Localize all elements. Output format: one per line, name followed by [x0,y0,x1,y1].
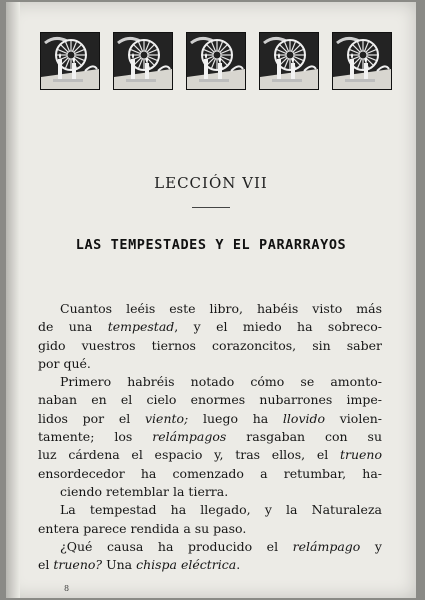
header-vignettes [40,32,390,92]
chapter-title: LAS TEMPESTADES Y EL PARARRAYOS [75,237,347,253]
text-line: luz cárdena el espacio y, tras ellos, el trueno [38,447,382,463]
text-line: lidos por el viento; luego ha llovido violen- [38,410,383,426]
lesson-heading: LECCIÓN VII [154,174,268,192]
body-text [38,300,382,574]
text-line: Cuantos leéis este libro, habéis visto más [60,301,382,316]
vignette-icon [259,32,319,90]
page-number: 8 [64,584,70,593]
page-gutter [6,2,20,598]
vignette-icon [113,32,173,90]
text-line: por qué. [38,355,91,371]
text-line: el trueno? Una chispa eléctrica. [38,557,241,573]
text-line: Primero habréis notado cómo se amonto- [60,374,382,390]
text-line: ciendo retemblar la tierra. [60,483,229,499]
text-line: La tempestad ha llegado, y la Naturaleza [60,502,382,518]
text-line: naban en el cielo enormes nubarrones impe- [38,392,382,408]
text-line: ¿Qué causa ha producido el relámpago y [60,538,382,554]
text-line: ensordecedor ha comenzado a retumbar, ha- [38,465,382,481]
vignette-icon [332,32,392,90]
text-line: gido vuestros tiernos corazoncitos, sin saber [38,337,382,353]
heading-divider [192,207,230,208]
book-page [6,2,416,598]
text-line: tamente; los relámpagos rasgaban con su [38,429,383,445]
text-line: de una tempestad, y el miedo ha sobreco- [38,319,382,335]
text-line: entera parece rendida a su paso. [38,520,247,536]
vignette-icon [186,32,246,90]
vignette-icon [40,32,100,90]
